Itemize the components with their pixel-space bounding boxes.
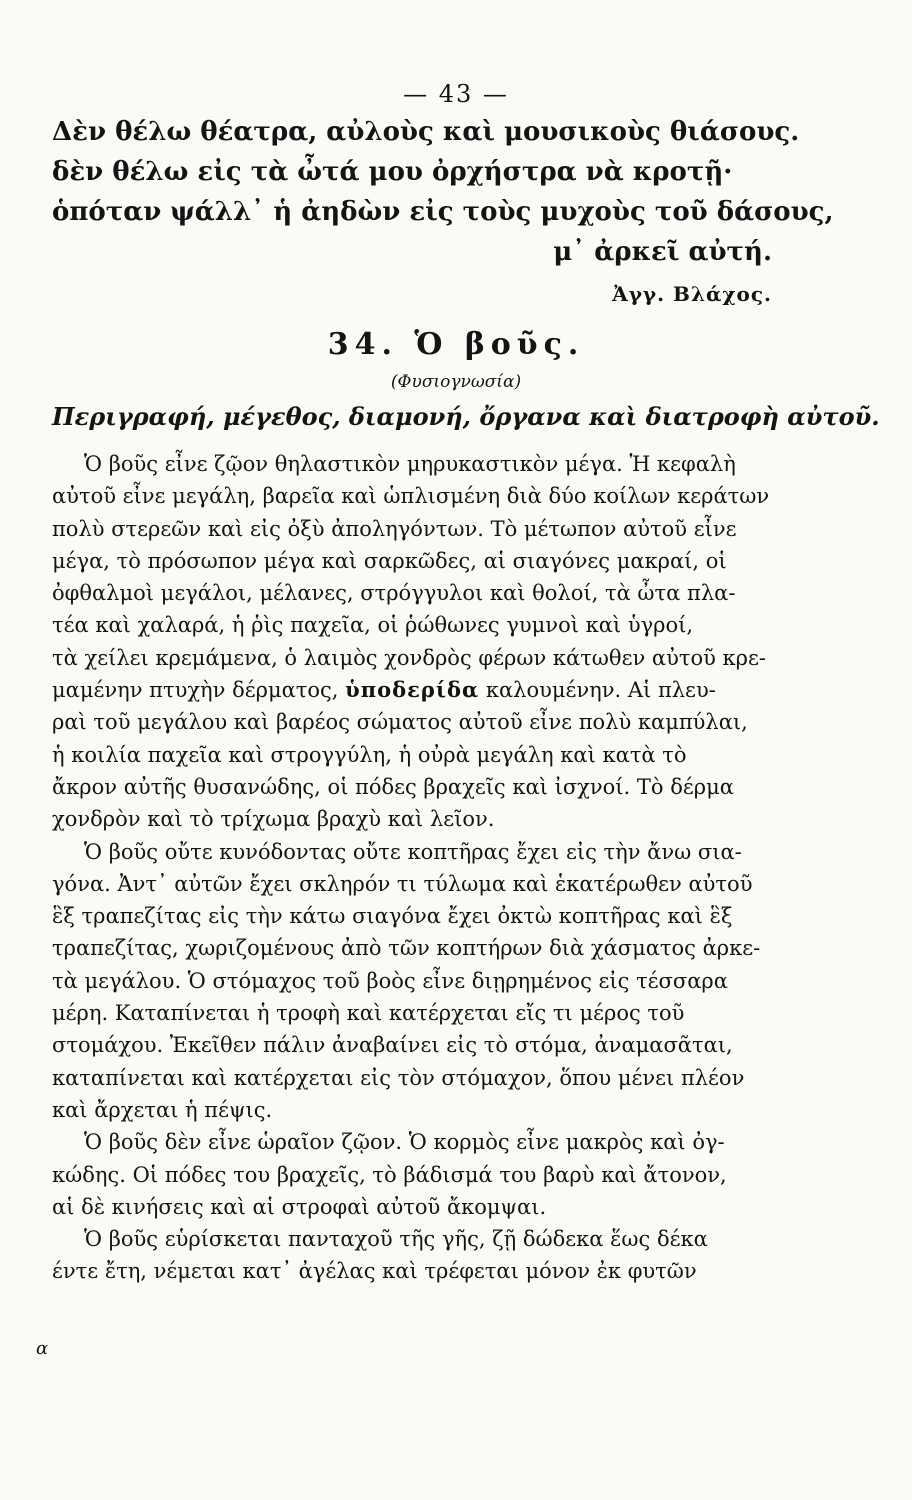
paragraph	[52, 1126, 792, 1223]
text-line: ἓξ τραπεζίτας εἰς τὴν κάτω σιαγόνα ἔχει ὀκτὼ κοπτῆρας καὶ ἓξ	[52, 904, 733, 929]
text-line: τὰ χείλει κρεμάμενα, ὁ λαιμὸς χονδρὸς φέρων κάτωθεν αὐτοῦ κρε-	[52, 645, 766, 670]
poem-line: δὲν θέλω εἰς τὰ ὦτά μου ὀρχήστρα νὰ κροτῇ·	[52, 157, 733, 187]
paragraph	[52, 1223, 792, 1288]
text-line: μέρη. Καταπίνεται ἡ τροφὴ καὶ κατέρχεται εἴς τι μέρος τοῦ	[52, 1001, 685, 1026]
text-line: αἱ δὲ κινήσεις καὶ αἱ στροφαὶ αὐτοῦ ἄκομψαι.	[52, 1194, 547, 1219]
text-line: αὐτοῦ εἶνε μεγάλη, βαρεῖα καὶ ὡπλισμένη διὰ δύο κοίλων κεράτων	[52, 484, 770, 509]
text-line: Ὁ βοῦς εὑρίσκεται πανταχοῦ τῆς γῆς, ζῇ δώδεκα ἕως δέκα	[84, 1227, 708, 1252]
text-line: ἄκρον αὐτῆς θυσανώδης, οἱ πόδες βραχεῖς καὶ ἰσχνοί. Τὸ δέρμα	[52, 774, 734, 799]
poem-author: Ἀγγ. Βλάχος.	[612, 282, 772, 306]
text-line: τραπεζίτας, χωριζομένους ἀπὸ τῶν κοπτήρων διὰ χάσματος ἀρκε-	[52, 936, 761, 961]
text-line: Ὁ βοῦς δὲν εἶνε ὡραῖον ζῷον. Ὁ κορμὸς εἶνε μακρὸς καὶ ὀγ-	[84, 1130, 725, 1155]
text-line	[52, 674, 792, 706]
section-subtitle: (Φυσιογνωσία)	[390, 372, 522, 392]
text-line: χονδρὸν καὶ τὸ τρίχωμα βραχὺ καὶ λεῖον.	[52, 807, 495, 832]
poem	[52, 112, 834, 272]
text-line: κώδης. Οἱ πόδες του βραχεῖς, τὸ βάδισμά του βαρὺ καὶ ἄτονον,	[52, 1162, 727, 1187]
poem-line: Δὲν θέλω θέατρα, αὐλοὺς καὶ μουσικοὺς θιάσους.	[52, 117, 800, 147]
text-line: Ὁ βοῦς εἶνε ζῷον θηλαστικὸν μηρυκαστικὸν μέγα. Ἡ κεφαλὴ	[84, 452, 736, 476]
emphasized-term: ὑποδερίδα	[345, 677, 480, 703]
text-line: καὶ ἄρχεται ἡ πέψις.	[52, 1097, 273, 1122]
text-line: έντε ἔτη, νέμεται κατ᾽ ἀγέλας καὶ τρέφεται μόνον ἐκ φυτῶν	[52, 1259, 697, 1284]
poem-line: ὁπόταν ψάλλ᾽ ἡ ἀηδὼν εἰς τοὺς μυχοὺς τοῦ δάσους,	[52, 197, 834, 227]
text-line: καταπίνεται καὶ κατέρχεται εἰς τὸν στόμαχον, ὅπου μένει πλέον	[52, 1065, 745, 1090]
margin-mark: α	[36, 1338, 49, 1359]
text-line: μέγα, τὸ πρόσωπον μέγα καὶ σαρκῶδες, αἱ σιαγόνες μακραί, οἱ	[52, 548, 727, 573]
section-heading: 34. Ὁ βοῦς.	[327, 327, 585, 362]
text-line: τὰ μεγάλου. Ὁ στόμαχος τοῦ βοὸς εἶνε διῃρημένος εἰς τέσσαρα	[52, 968, 728, 993]
text-fragment: καλουμένην. Αἱ πλευ-	[485, 678, 716, 703]
paragraph	[52, 448, 792, 836]
text-line: Ὁ βοῦς οὔτε κυνόδοντας οὔτε κοπτῆρας ἔχει εἰς τὴν ἄνω σια-	[84, 839, 742, 864]
text-line: ὀφθαλμοὶ μεγάλοι, μέλανες, στρόγγυλοι καὶ θολοί, τὰ ὦτα πλα-	[52, 581, 736, 606]
paragraph	[52, 836, 792, 1127]
text-line: πολὺ στερεῶν καὶ εἰς ὀξὺ ἀποληγόντων. Τὸ μέτωπον αὐτοῦ εἶνε	[52, 516, 737, 541]
poem-line: μ᾽ ἀρκεῖ αὐτή.	[553, 237, 772, 267]
text-line: ἡ κοιλία παχεῖα καὶ στρογγύλη, ἡ οὐρὰ μεγάλη καὶ κατὰ τὸ	[52, 742, 687, 767]
text-line: στομάχου. Ἐκεῖθεν πάλιν ἀναβαίνει εἰς τὸ στόμα, ἀναμασᾶται,	[52, 1033, 733, 1058]
text-line: ραὶ τοῦ μεγάλου καὶ βαρέος σώματος αὐτοῦ εἶνε πολὺ καμπύλαι,	[52, 710, 748, 735]
italic-heading: Περιγραφή, μέγεθος, διαμονή, ὄργανα καὶ διατροφὴ αὐτοῦ.	[52, 402, 880, 431]
page-number: — 43 —	[403, 80, 509, 108]
text-fragment: μαμένην πτυχὴν δέρματος,	[52, 678, 346, 703]
text-line: τέα καὶ χαλαρά, ἡ ῥὶς παχεῖα, οἱ ῥώθωνες γυμνοὶ καὶ ὑγροί,	[52, 613, 694, 638]
text-line: γόνα. Ἀντ᾽ αὐτῶν ἔχει σκληρόν τι τύλωμα καὶ ἑκατέρωθεν αὐτοῦ	[52, 871, 753, 896]
body-text	[52, 448, 792, 1288]
